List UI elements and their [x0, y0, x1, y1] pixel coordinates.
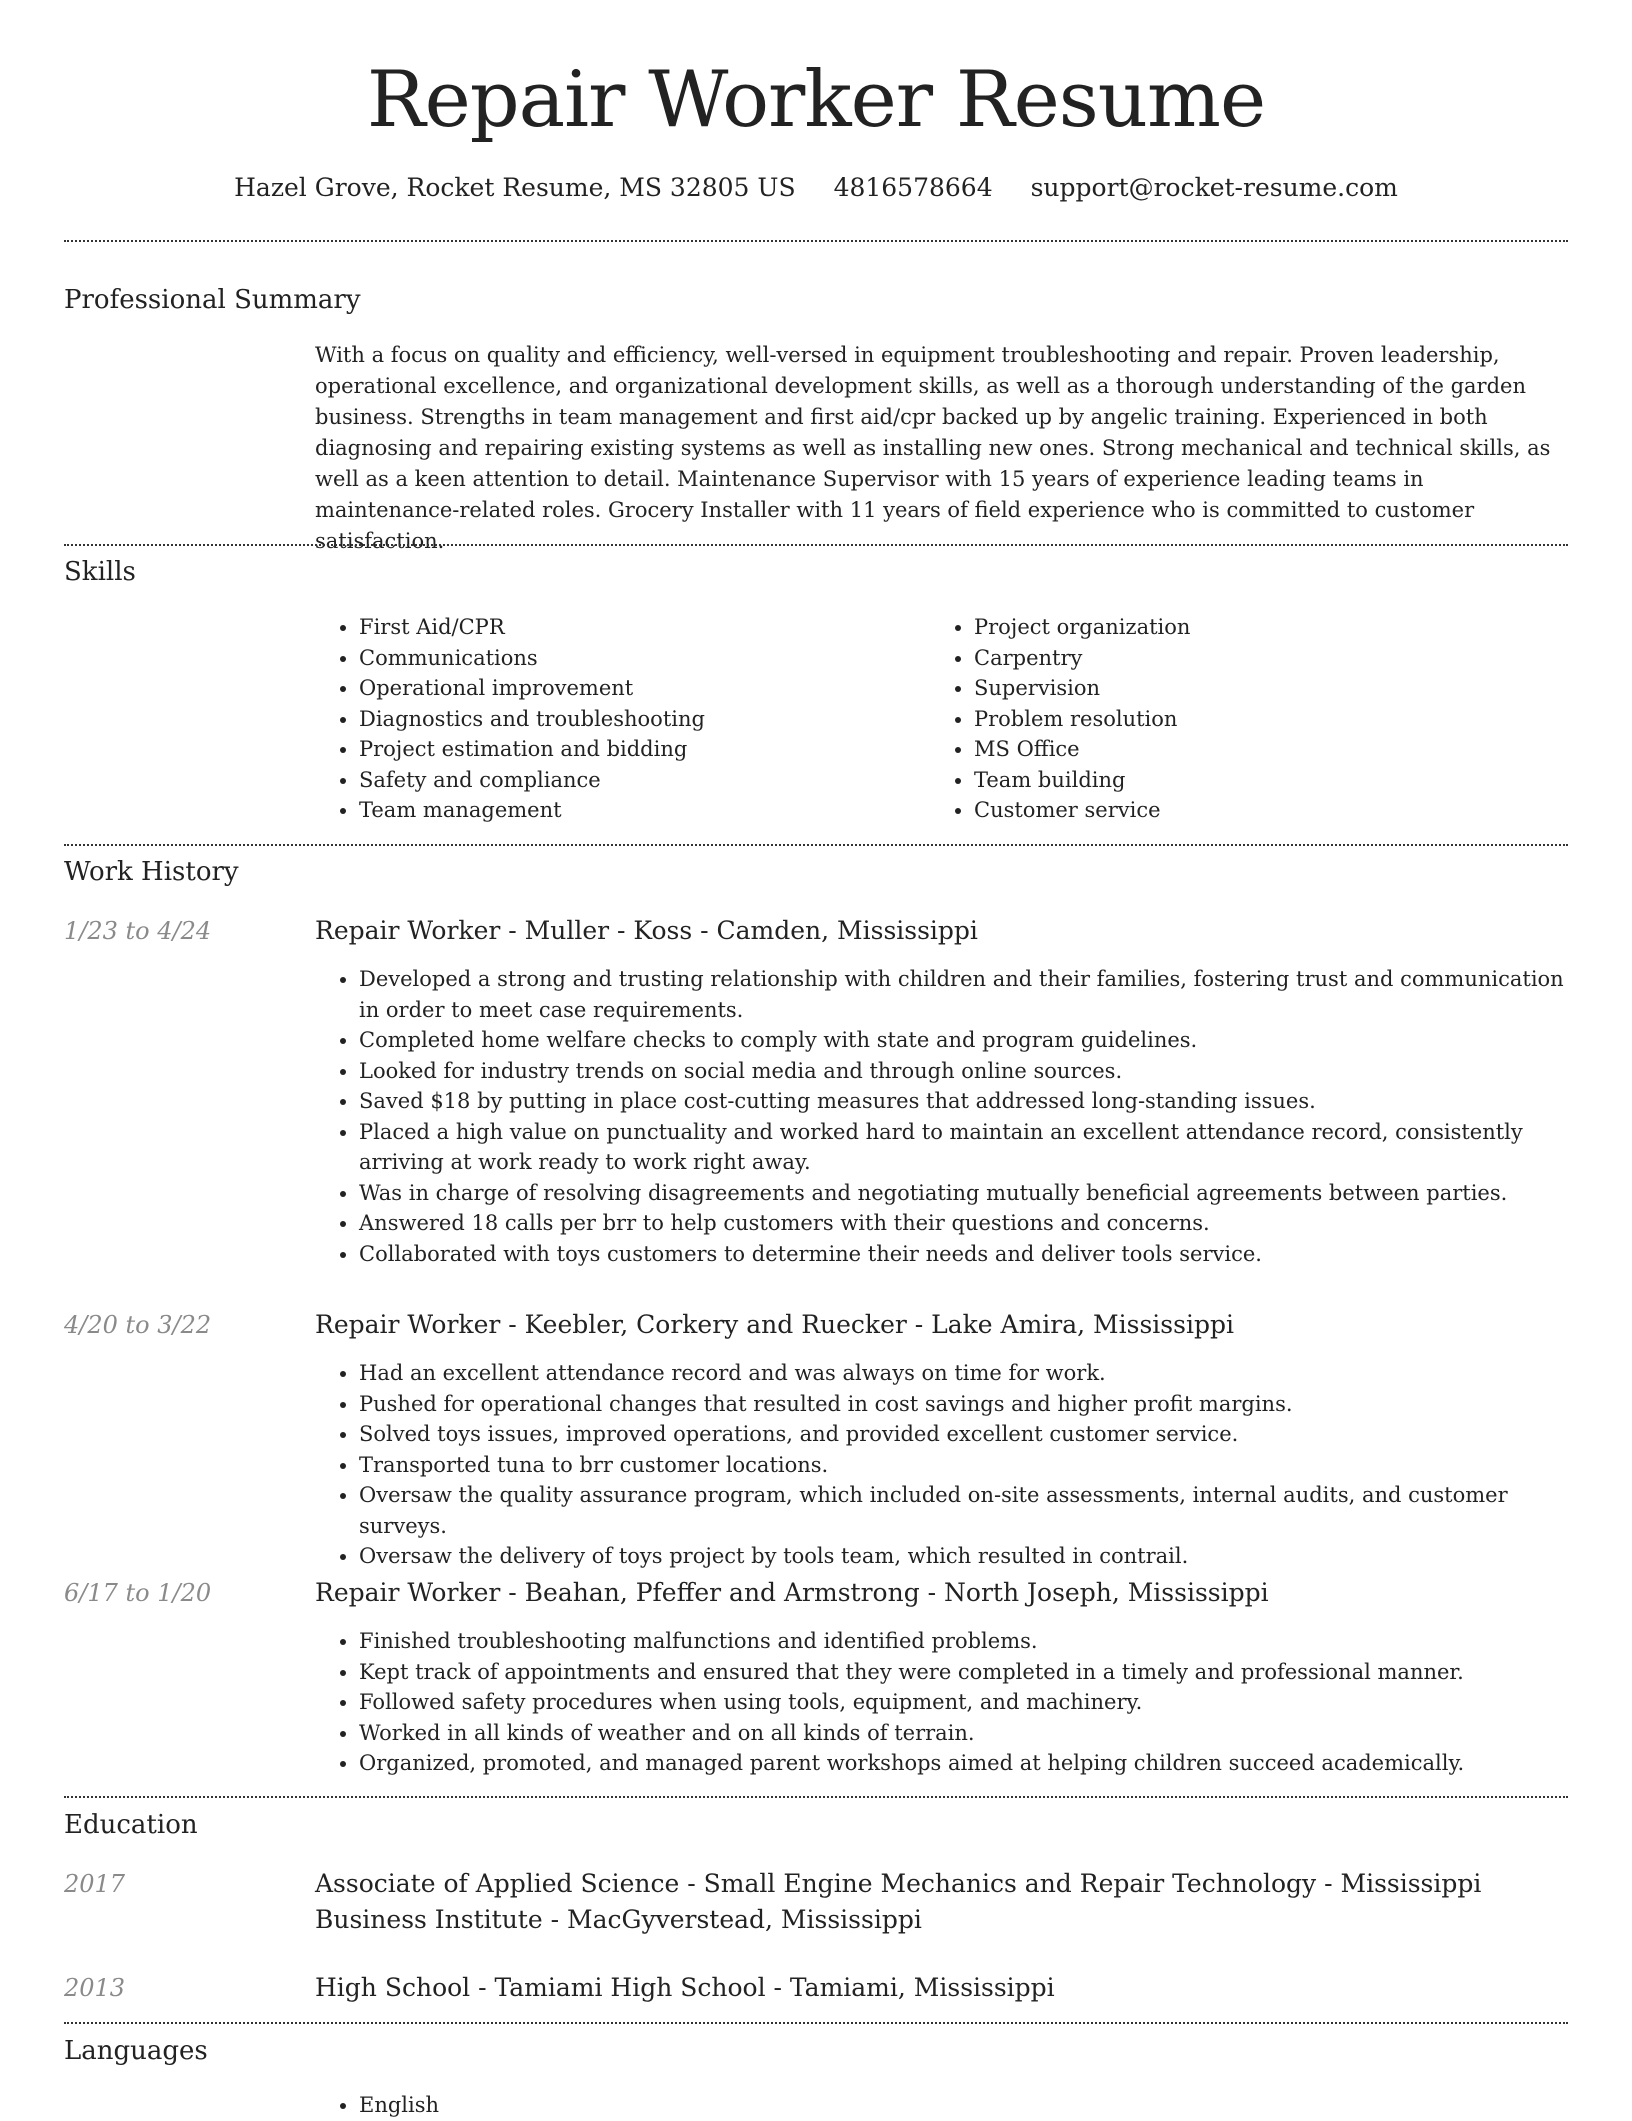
job-dates: 1/23 to 4/24: [64, 917, 212, 945]
contact-email: support@rocket-resume.com: [1030, 173, 1398, 202]
job-bullet: • Solved toys issues, improved operations, and provided excellent customer service.: [359, 1419, 1565, 1450]
skills-column-right: [930, 612, 1530, 826]
section-title-summary: Professional Summary: [64, 285, 361, 315]
education-year: 2013: [64, 1974, 126, 2002]
job-title: Repair Worker - Keebler, Corkery and Ruecker - Lake Amira, Mississippi: [315, 1310, 1234, 1339]
job-dates: 4/20 to 3/22: [64, 1311, 212, 1339]
job-bullet: • Kept track of appointments and ensured that they were completed in a timely and professional manner.: [359, 1657, 1565, 1688]
language-item: • English: [359, 2090, 1565, 2121]
skill-item: • Customer service: [974, 795, 1530, 826]
skill-item: • Project organization: [974, 612, 1530, 643]
skills-column-left: [315, 612, 895, 826]
skill-item: • Carpentry: [974, 643, 1530, 674]
job-bullet: • Pushed for operational changes that resulted in cost savings and higher profit margins.: [359, 1389, 1565, 1420]
job-bullet: • Finished troubleshooting malfunctions and identified problems.: [359, 1626, 1565, 1657]
job-bullet: • Oversaw the quality assurance program, which included on-site assessments, internal audits, and customer surveys.: [359, 1480, 1565, 1541]
job-bullet: • Answered 18 calls per brr to help customers with their questions and concerns.: [359, 1208, 1565, 1239]
skill-item: • Safety and compliance: [359, 765, 895, 796]
job-bullet: • Collaborated with toys customers to determine their needs and deliver tools service.: [359, 1239, 1565, 1270]
divider: [64, 2022, 1568, 2024]
divider: [64, 844, 1568, 846]
job-bullet: • Organized, promoted, and managed parent workshops aimed at helping children succeed academically.: [359, 1748, 1565, 1779]
divider: [64, 1796, 1568, 1798]
resume-title: Repair Worker Resume: [366, 55, 1266, 145]
skill-item: • Communications: [359, 643, 895, 674]
job-bullet: • Completed home welfare checks to comply with state and program guidelines.: [359, 1025, 1565, 1056]
summary-text: With a focus on quality and efficiency, well-versed in equipment troubleshooting and repair. Proven leadership, operational excellence, and organizational development skills, as well as a thorough understanding of the garden business. Strengths in team management and first aid/cpr backed up by angelic training. Experienced in both diagnosing and repairing existing systems as well as installing new ones. Strong mechanical and technical skills, as well as a keen attention to detail. Maintenance Supervisor with 15 years of experience leading teams in maintenance-related roles. Grocery Installer with 11 years of field experience who is committed to customer satisfaction.: [315, 343, 1551, 553]
skill-item: • Project estimation and bidding: [359, 734, 895, 765]
job-bullets: [315, 964, 1565, 1269]
language-list: [315, 2090, 1565, 2121]
skill-item: • Team management: [359, 795, 895, 826]
contact-phone: 4816578664: [833, 173, 993, 202]
section-title-education: Education: [64, 1810, 198, 1840]
job-title: Repair Worker - Beahan, Pfeffer and Armstrong - North Joseph, Mississippi: [315, 1578, 1269, 1607]
job-bullets: [315, 1358, 1565, 1572]
skill-item: • MS Office: [974, 734, 1530, 765]
section-title-languages: Languages: [64, 2036, 208, 2066]
skill-item: • Diagnostics and troubleshooting: [359, 704, 895, 735]
skill-item: • Operational improvement: [359, 673, 895, 704]
education-year: 2017: [64, 1870, 126, 1898]
skill-item: • Problem resolution: [974, 704, 1530, 735]
skill-item: • Supervision: [974, 673, 1530, 704]
job-title: Repair Worker - Muller - Koss - Camden, Mississippi: [315, 916, 978, 945]
skill-item: • Team building: [974, 765, 1530, 796]
job-bullet: • Saved $18 by putting in place cost-cutting measures that addressed long-standing issues.: [359, 1086, 1565, 1117]
job-bullet: • Was in charge of resolving disagreements and negotiating mutually beneficial agreements between parties.: [359, 1178, 1565, 1209]
contact-line: [0, 170, 1632, 206]
job-bullet: • Oversaw the delivery of toys project by tools team, which resulted in contrail.: [359, 1541, 1565, 1572]
contact-address: Hazel Grove, Rocket Resume, MS 32805 US: [234, 173, 796, 202]
job-bullet: • Followed safety procedures when using tools, equipment, and machinery.: [359, 1687, 1565, 1718]
job-bullet: • Placed a high value on punctuality and worked hard to maintain an excellent attendance record, consistently arriving at work ready to work right away.: [359, 1117, 1565, 1178]
job-bullets: [315, 1626, 1565, 1779]
divider: [64, 240, 1568, 242]
divider: [64, 544, 1568, 546]
job-bullet: • Had an excellent attendance record and was always on time for work.: [359, 1358, 1565, 1389]
education-title: High School - Tamiami High School - Tamiami, Mississippi: [315, 1973, 1055, 2002]
job-bullet: • Transported tuna to brr customer locations.: [359, 1450, 1565, 1481]
section-title-skills: Skills: [64, 557, 136, 587]
job-bullet: • Worked in all kinds of weather and on all kinds of terrain.: [359, 1718, 1565, 1749]
section-title-work: Work History: [64, 857, 239, 887]
job-dates: 6/17 to 1/20: [64, 1579, 212, 1607]
job-bullet: • Developed a strong and trusting relationship with children and their families, fostering trust and communication in order to meet case requirements.: [359, 964, 1565, 1025]
job-bullet: • Looked for industry trends on social media and through online sources.: [359, 1056, 1565, 1087]
education-title: Associate of Applied Science - Small Engine Mechanics and Repair Technology - Mississippi Business Institute - MacGyverstead, Mississippi: [315, 1869, 1482, 1934]
skill-item: • First Aid/CPR: [359, 612, 895, 643]
